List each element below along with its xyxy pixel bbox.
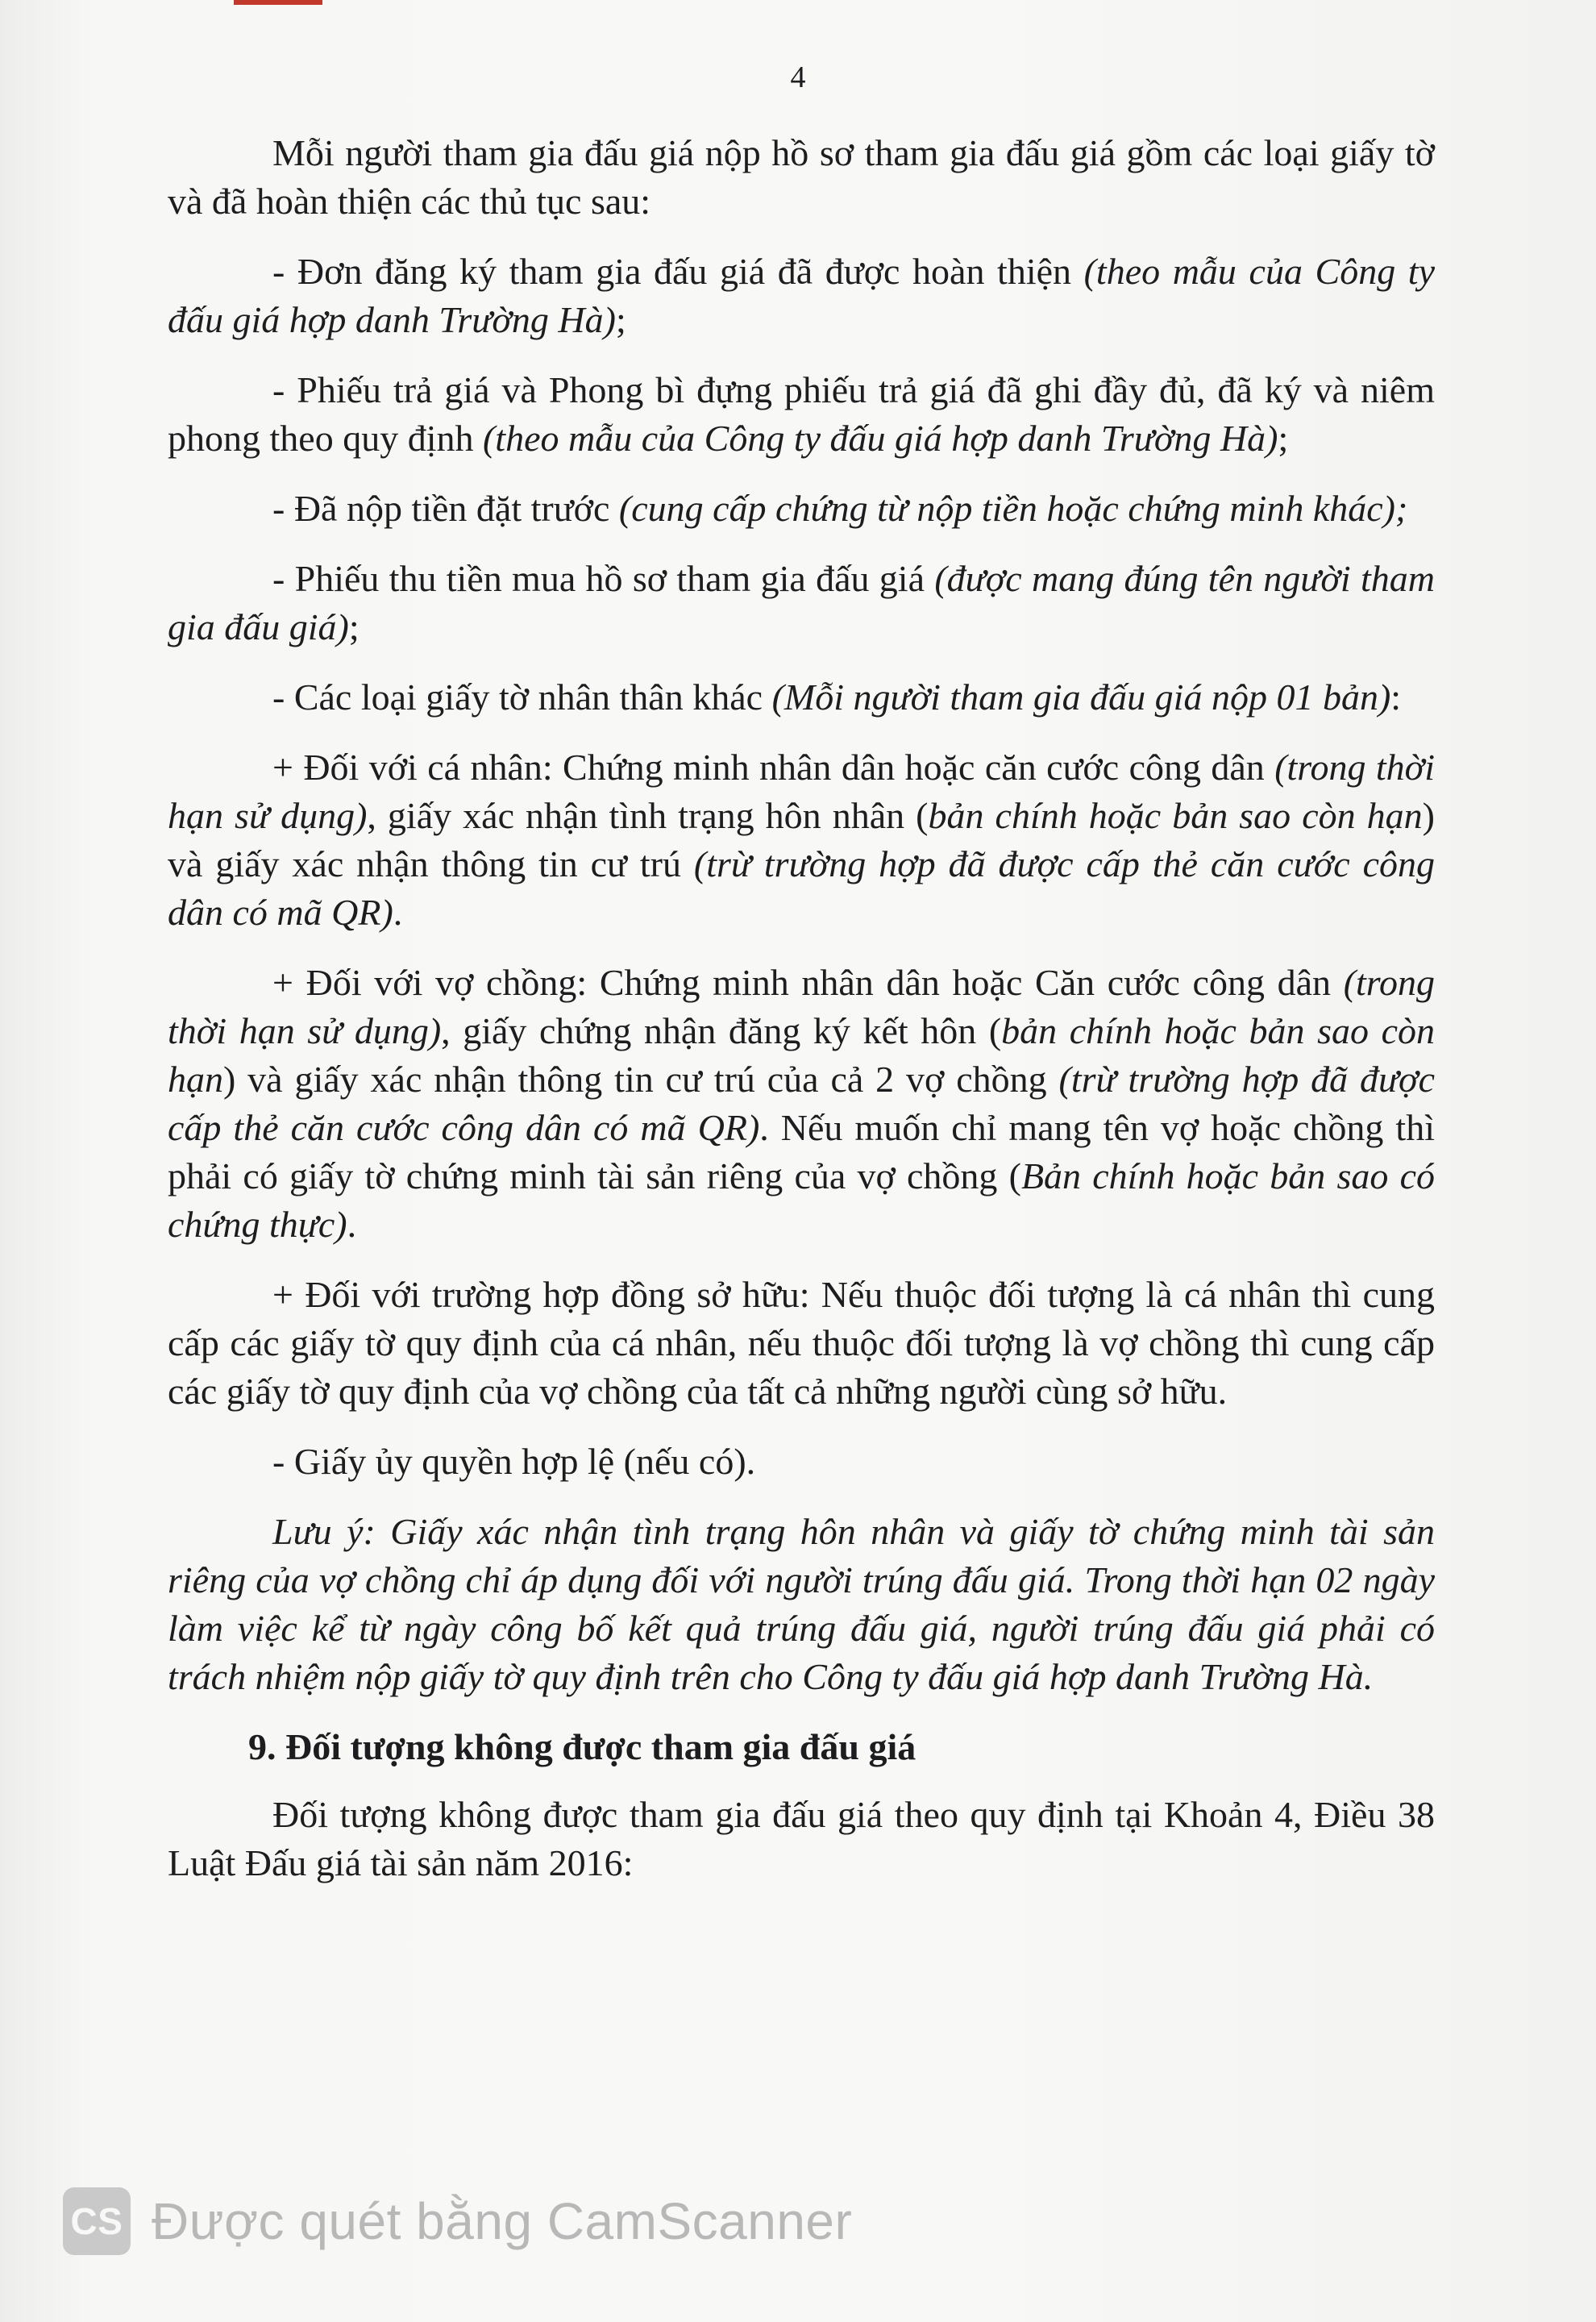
intro-paragraph: Mỗi người tham gia đấu giá nộp hồ sơ tham gia đấu giá gồm các loại giấy tờ và đã hoàn thiện các thủ tục sau: — [168, 132, 1435, 222]
section-paragraph: Đối tượng không được tham gia đấu giá theo quy định tại Khoản 4, Điều 38 Luật Đấu giá tài sản năm 2016: — [168, 1794, 1435, 1883]
list-item: - Phiếu thu tiền mua hồ sơ tham gia đấu giá (được mang đúng tên người tham gia đấu giá); — [168, 558, 1435, 647]
list-item: - Các loại giấy tờ nhân thân khác (Mỗi người tham gia đấu giá nộp 01 bản): — [272, 676, 1402, 718]
camscanner-watermark — [63, 2185, 852, 2258]
list-item: - Đã nộp tiền đặt trước (cung cấp chứng từ nộp tiền hoặc chứng minh khác); — [272, 488, 1408, 529]
power-of-attorney-item: - Giấy ủy quyền hợp lệ (nếu có). — [272, 1441, 756, 1482]
page-number: 4 — [790, 60, 806, 94]
camscanner-logo-icon: CS — [63, 2187, 131, 2255]
individual-paragraph: + Đối với cá nhân: Chứng minh nhân dân hoặc căn cước công dân (trong thời hạn sử dụng), giấy xác nhận tình trạng hôn nhân (bản chính hoặc bản sao còn hạn) và giấy xác nhận thông tin cư trú (trừ trường hợp đã được cấp thẻ căn cước công dân có mã QR). — [168, 747, 1436, 933]
top-edge-mark — [234, 0, 322, 5]
section-heading: 9. Đối tượng không được tham gia đấu giá — [248, 1726, 916, 1767]
co-owner-paragraph: + Đối với trường hợp đồng sở hữu: Nếu thuộc đối tượng là cá nhân thì cung cấp các giấy tờ quy định của cá nhân, nếu thuộc đối tượng là vợ chồng thì cung cấp các giấy tờ quy định của vợ chồng của tất cả những người cùng sở hữu. — [168, 1274, 1435, 1412]
list-item: - Phiếu trả giá và Phong bì đựng phiếu trả giá đã ghi đầy đủ, đã ký và niêm phong theo quy định (theo mẫu của Công ty đấu giá hợp danh Trường Hà); — [168, 369, 1435, 459]
list-item: - Đơn đăng ký tham gia đấu giá đã được hoàn thiện (theo mẫu của Công ty đấu giá hợp danh Trường Hà); — [168, 251, 1435, 340]
couple-paragraph: + Đối với vợ chồng: Chứng minh nhân dân hoặc Căn cước công dân (trong thời hạn sử dụng), giấy chứng nhận đăng ký kết hôn (bản chính hoặc bản sao còn hạn) và giấy xác nhận thông tin cư trú của cả 2 vợ chồng (trừ trường hợp đã được cấp thẻ căn cước công dân có mã QR). Nếu muốn chỉ mang tên vợ hoặc chồng thì phải có giấy tờ chứng minh tài sản riêng của vợ chồng (Bản chính hoặc bản sao có chứng thực). — [168, 962, 1435, 1245]
document-body — [168, 129, 1435, 1909]
note-paragraph: Lưu ý: Giấy xác nhận tình trạng hôn nhân và giấy tờ chứng minh tài sản riêng của vợ chồng chỉ áp dụng đối với người trúng đấu giá. Trong thời hạn 02 ngày làm việc kể từ ngày công bố kết quả trúng đấu giá, người trúng đấu giá phải có trách nhiệm nộp giấy tờ quy định trên cho Công ty đấu giá hợp danh Trường Hà. — [168, 1511, 1435, 1697]
watermark-text: Được quét bằng CamScanner — [152, 2192, 853, 2250]
